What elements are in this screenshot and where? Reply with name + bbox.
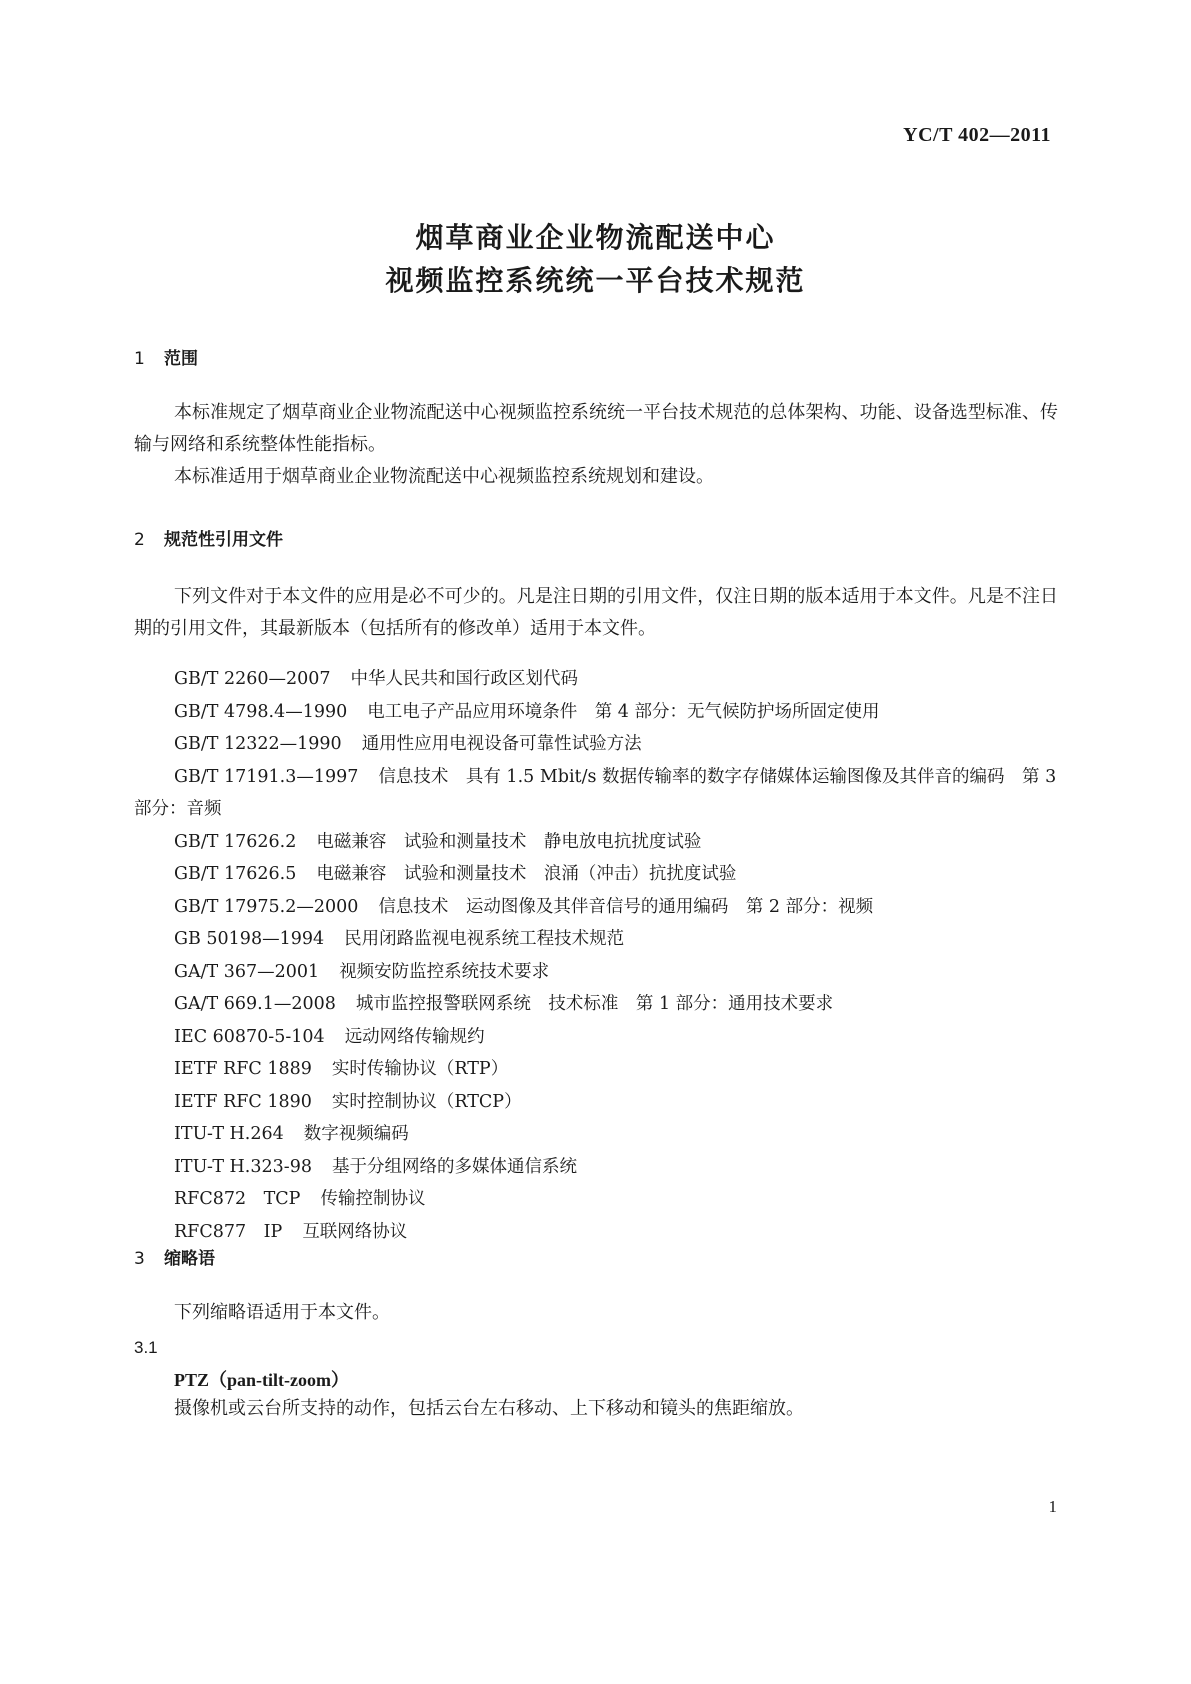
section-2-title: 规范性引用文件 xyxy=(164,530,283,550)
section-1-number: 1 xyxy=(134,349,145,369)
reference-item: IETF RFC 1890 实时控制协议（RTCP） xyxy=(174,1091,522,1112)
section-2-intro: 下列文件对于本文件的应用是必不可少的。凡是注日期的引用文件，仅注日期的版本适用于本文件。凡是不注日期的引用文件，其最新版本（包括所有的修改单）适用于本文件。 xyxy=(134,586,1058,639)
reference-item: GA/T 367—2001 视频安防监控系统技术要求 xyxy=(174,961,550,982)
normative-references-list xyxy=(134,663,1058,1248)
reference-item: GA/T 669.1—2008 城市监控报警联网系统 技术标准 第 1 部分：通用技术要求 xyxy=(174,994,834,1014)
section-2-heading xyxy=(134,525,283,550)
title-line-1: 烟草商业企业物流配送中心 xyxy=(415,221,776,254)
reference-item: ITU-T H.323-98 基于分组网络的多媒体通信系统 xyxy=(174,1156,577,1177)
section-3-title: 缩略语 xyxy=(164,1249,215,1269)
reference-item: IEC 60870-5-104 远动网络传输规约 xyxy=(174,1026,485,1047)
section-2-number: 2 xyxy=(134,530,145,550)
term-heading: PTZ（pan-tilt-zoom） xyxy=(174,1370,349,1390)
section-3-heading xyxy=(134,1244,215,1269)
term-definition: 摄像机或云台所支持的动作，包括云台左右移动、上下移动和镜头的焦距缩放。 xyxy=(174,1398,804,1419)
section-1-title: 范围 xyxy=(164,349,198,369)
section-3-intro: 下列缩略语适用于本文件。 xyxy=(174,1302,390,1323)
reference-item: IETF RFC 1889 实时传输协议（RTP） xyxy=(174,1059,509,1079)
section-1-heading xyxy=(134,344,198,369)
document-title xyxy=(0,216,1191,302)
title-line-2: 视频监控系统统一平台技术规范 xyxy=(385,264,806,297)
reference-item: ITU-T H.264 数字视频编码 xyxy=(174,1124,409,1144)
section-1-paragraph-1: 本标准规定了烟草商业企业物流配送中心视频监控系统统一平台技术规范的总体架构、功能、设备选型标准、传输与网络和系统整体性能指标。 xyxy=(134,402,1058,455)
page-number: 1 xyxy=(1048,1497,1057,1516)
reference-item: GB/T 17626.2 电磁兼容 试验和测量技术 静电放电抗扰度试验 xyxy=(174,831,702,852)
reference-item: GB/T 17626.5 电磁兼容 试验和测量技术 浪涌（冲击）抗扰度试验 xyxy=(174,864,737,884)
reference-item: GB/T 4798.4—1990 电工电子产品应用环境条件 第 4 部分：无气候防护场所固定使用 xyxy=(174,701,880,722)
reference-item: GB/T 12322—1990 通用性应用电视设备可靠性试验方法 xyxy=(174,734,642,754)
standard-code: YC/T 402—2011 xyxy=(903,124,1051,146)
reference-item: GB 50198—1994 民用闭路监视电视系统工程技术规范 xyxy=(174,929,625,949)
reference-item: RFC872 TCP 传输控制协议 xyxy=(174,1189,426,1209)
clause-number: 3.1 xyxy=(134,1338,158,1357)
section-3-number: 3 xyxy=(134,1249,145,1269)
section-1-paragraph-2: 本标准适用于烟草商业企业物流配送中心视频监控系统规划和建设。 xyxy=(174,466,714,487)
reference-item: GB/T 17975.2—2000 信息技术 运动图像及其伴音信号的通用编码 第 2 部分：视频 xyxy=(174,896,874,917)
reference-item: GB/T 2260—2007 中华人民共和国行政区划代码 xyxy=(174,669,579,689)
reference-item: RFC877 IP 互联网络协议 xyxy=(174,1221,408,1242)
reference-item: GB/T 17191.3—1997 信息技术 具有 1.5 Mbit/s 数据传输率的数字存储媒体运输图像及其伴音的编码 第 3 部分：音频 xyxy=(134,766,1057,819)
